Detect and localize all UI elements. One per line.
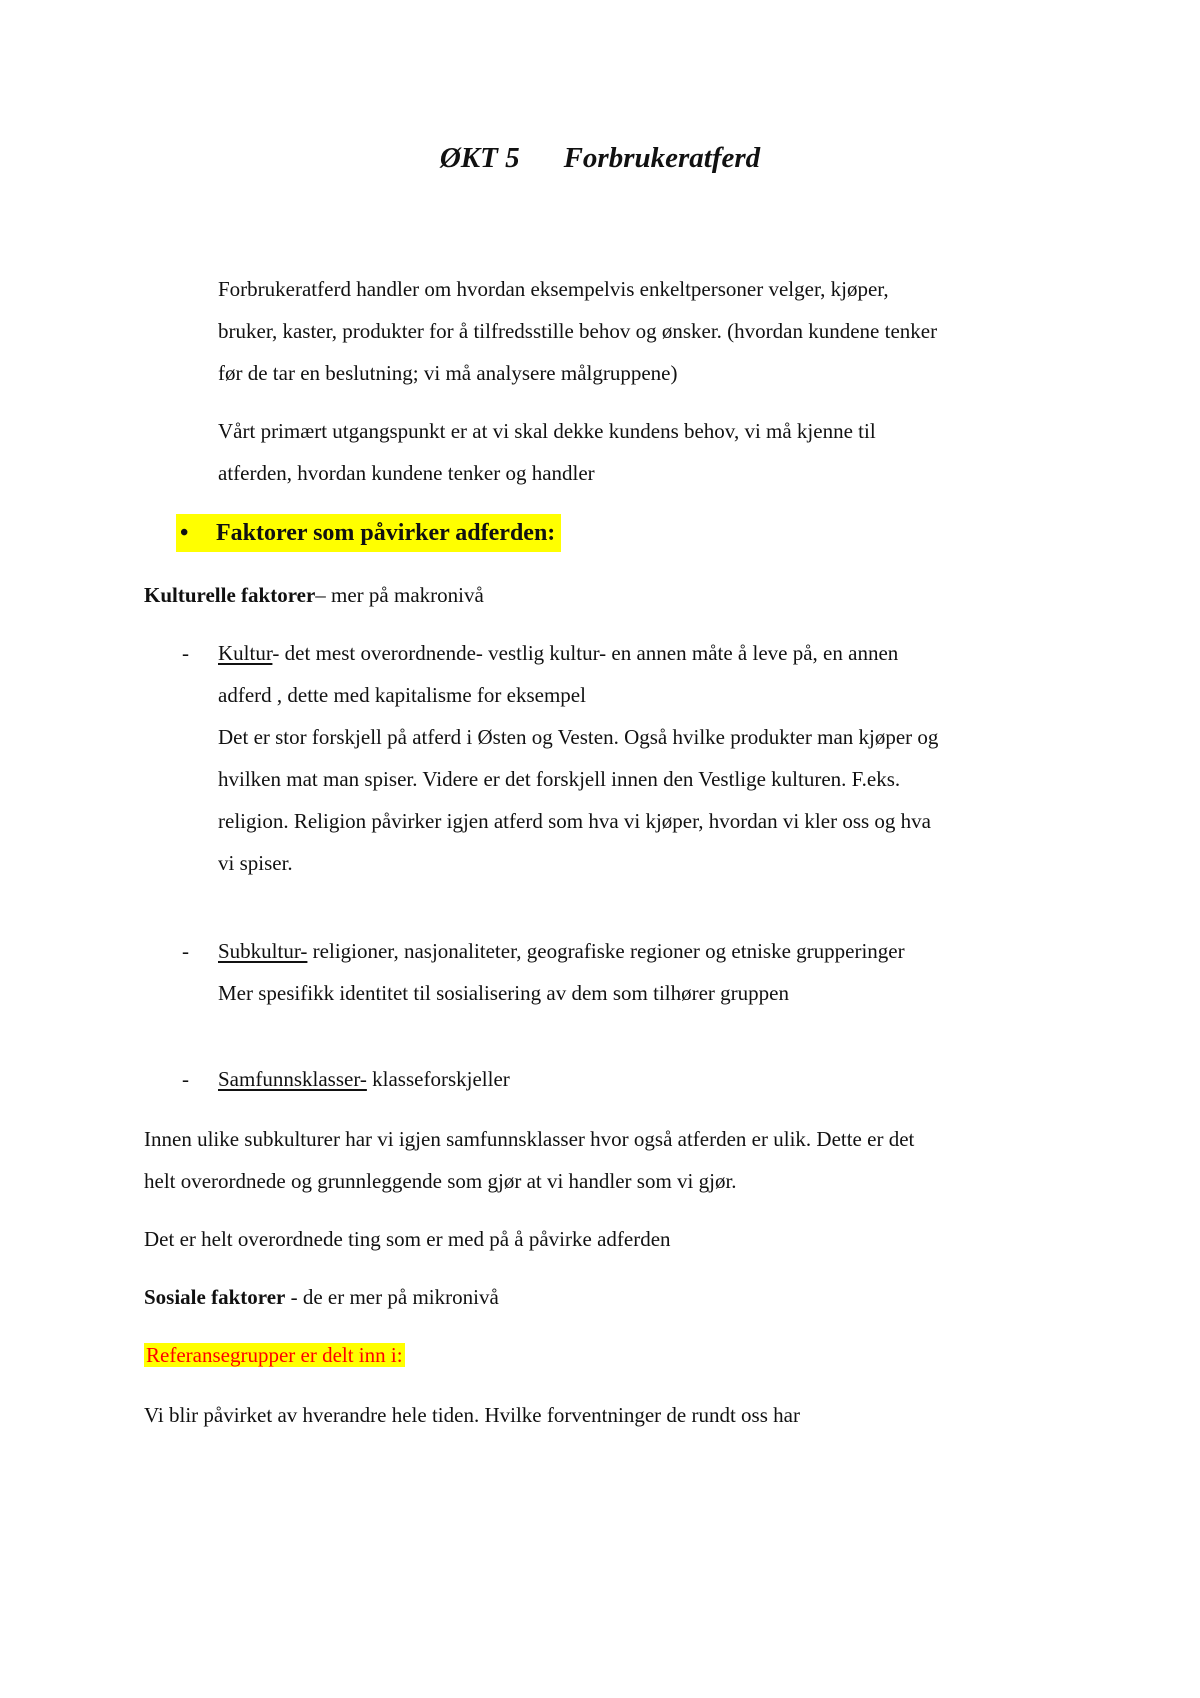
social-factors-line [144,1276,499,1318]
text-line: vi spiser. [218,851,293,875]
text-line: klasseforskjeller [366,1067,510,1091]
text-line: hvilken mat man spiser. Videre er det forskjell innen den Vestlige kulturen. F.eks. [218,767,901,791]
subkultur-term: Subkultur- [218,939,308,963]
dash-marker: - [182,939,189,963]
text-line: Mer spesifikk identitet til sosialisering av dem som tilhører gruppen [218,981,789,1005]
text-line: helt overordnede og grunnleggende som gjør at vi handler som vi gjør. [144,1169,737,1193]
title-code: ØKT 5 [439,142,520,174]
list-item-samfunnsklasser [218,1058,510,1100]
text-line: religion. Religion påvirker igjen atferd som hva vi kjøper, hvordan vi kler oss og hva [218,809,931,833]
title-subject: Forbrukeratferd [563,142,761,174]
text-line: Innen ulike subkulturer har vi igjen samfunnsklasser hvor også atferden er ulik. Dette er det [144,1127,915,1151]
social-factors-text: - de er mer på mikronivå [285,1285,499,1309]
text-line: atferden, hvordan kundene tenker og handler [218,461,595,485]
text-line: - det mest overordnende- vestlig kultur- en annen måte å leve på, en annen [272,641,899,665]
reference-groups-line [144,1334,405,1376]
overordnede-paragraph [144,1218,671,1260]
factors-heading [176,514,561,552]
intro-paragraph-1 [218,268,937,394]
text-line: adferd , dette med kapitalisme for eksempel [218,683,586,707]
cultural-factors-label: Kulturelle faktorer [144,583,316,607]
text-line: Det er helt overordnede ting som er med på å påvirke adferden [144,1227,671,1251]
intro-paragraph-2 [218,410,876,494]
samfunnsklasser-term: Samfunnsklasser- [218,1067,367,1091]
factors-heading-text: Faktorer som påvirker adferden: [216,520,556,546]
page-title [0,140,1200,176]
text-line: Vårt primært utgangspunkt er at vi skal dekke kundens behov, vi må kjenne til [218,419,876,443]
dash-marker: - [182,641,189,665]
subculture-paragraph [144,1118,914,1202]
influence-paragraph [144,1394,800,1436]
list-item-kultur [218,632,938,884]
bullet-icon: • [180,520,189,546]
text-line: religioner, nasjonaliteter, geografiske regioner og etniske grupperinger [307,939,905,963]
list-item-subkultur [218,930,905,1014]
reference-groups-text: Referansegrupper er delt inn i: [146,1343,403,1367]
text-line: Forbrukeratferd handler om hvordan eksempelvis enkeltpersoner velger, kjøper, [218,277,889,301]
dash-marker: - [182,1067,189,1091]
cultural-factors-line [144,574,484,616]
text-line: bruker, kaster, produkter for å tilfredsstille behov og ønsker. (hvordan kundene tenker [218,319,938,343]
text-line: Vi blir påvirket av hverandre hele tiden. Hvilke forventninger de rundt oss har [144,1403,800,1427]
kultur-term: Kultur [218,641,273,665]
social-factors-label: Sosiale faktorer [144,1285,286,1309]
cultural-factors-text: – mer på makronivå [315,583,484,607]
text-line: før de tar en beslutning; vi må analysere målgruppene) [218,361,678,385]
text-line: Det er stor forskjell på atferd i Østen og Vesten. Også hvilke produkter man kjøper og [218,725,939,749]
